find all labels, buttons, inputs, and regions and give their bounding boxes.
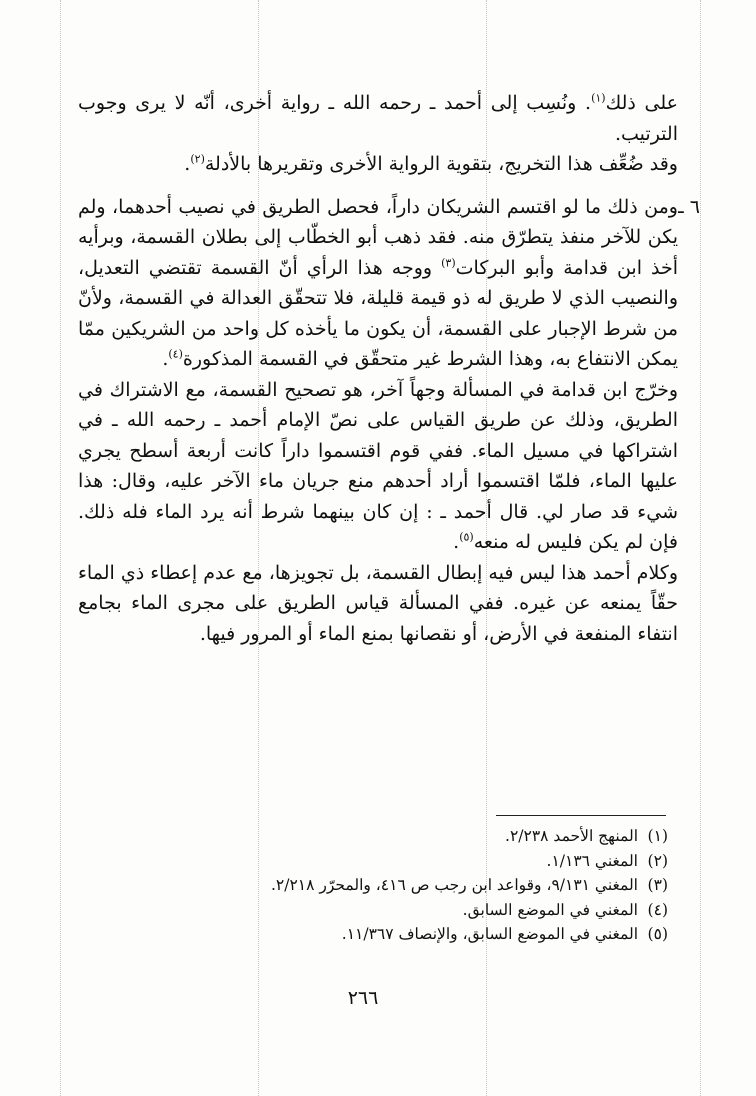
footnote-divider [496, 815, 666, 816]
footnotes [128, 824, 668, 947]
page-number: ٢٦٦ [347, 987, 379, 1009]
paragraph-3: ٦ ـ ومن ذلك ما لو اقتسم الشريكان داراً، فحصل الطريق في نصيب أحدهما، ولم يكن للآخر منفذ يتطرّق منه. فقد ذهب أبو الخطّاب إلى بطلان القسمة، وبرأيه أخذ ابن قدامة وأبو البركات$^{(٣)}$ ووجه هذا الرأي أنّ القسمة تقتضي التعديل، والنصيب الذي لا طريق له ذو قيمة قليلة، فلا تتحقّق العدالة في القسمة، ولأنّ من شرط الإجبار على القسمة، أن يكون ما يأخذه كل واحد من الشريكين ممّا يمكن الانتفاع به، وهذا الشرط غير متحقّق في القسمة المذكورة$^{(٤)}$. [78, 192, 678, 375]
footnote-ref-1: (١) [591, 91, 606, 105]
footnote-ref-3: (٣) [441, 256, 456, 270]
footnote-3: (٣) المغني ٩/١٣١، وقواعد ابن رجب ص ٤١٦، والمحرّر ٢/٢١٨. [270, 876, 668, 894]
paragraph-2: وقد ضُعِّف هذا التخريج، بتقوية الرواية الأخرى وتقريرها بالأدلة$^{(٢)}$. [184, 152, 678, 175]
footnote-5: (٥) المغني في الموضع السابق، والإنصاف ١١/٣٦٧. [341, 925, 668, 943]
paragraph-5: وكلام أحمد هذا ليس فيه إبطال القسمة، بل تجويزها، مع عدم إعطاء ذي الماء حقّاً يمنعه عن غيره. ففي المسألة قياس الطريق على مجرى الماء بجامع انتفاء المنفعة في الأرض، أو نقصانها بمنع الماء أو المرور فيها. [78, 561, 678, 645]
item-number: ٦ ـ [678, 195, 700, 218]
footnote-2: (٢) المغني ١/١٣٦. [546, 851, 668, 870]
main-text [78, 88, 700, 649]
footnote-ref-2: (٢) [190, 152, 205, 166]
paragraph-1: على ذلك$^{(١)}$. ونُسِب إلى أحمد ـ رحمه الله ـ رواية أخرى، أنّه لا يرى وجوب الترتيب. [78, 91, 678, 145]
footnote-ref-4: (٤) [168, 347, 183, 361]
footnote-1: (١) المنهج الأحمد ٢/٢٣٨. [505, 827, 668, 845]
paragraph-4: وخرّج ابن قدامة في المسألة وجهاً آخر، هو تصحيح القسمة، مع الاشتراك في الطريق، وذلك عن طريق القياس على نصّ الإمام أحمد ـ رحمه الله ـ في اشتراكها في مسيل الماء. ففي قوم اقتسموا داراً كانت أربعة أسطح يجري عليها الماء، فلمّا اقتسموا أراد أحدهم منع جريان ماء الآخر عليه، وقال: هذا شيء قد صار لي. قال أحمد ـ : إن كان بينهما شرط أنه يرد الماء فله ذلك. فإن لم يكن فليس له منعه$^{(٥)}$. [78, 378, 678, 553]
footnote-4: (٤) المغني في الموضع السابق. [462, 900, 668, 919]
footnote-ref-5: (٥) [459, 530, 474, 544]
